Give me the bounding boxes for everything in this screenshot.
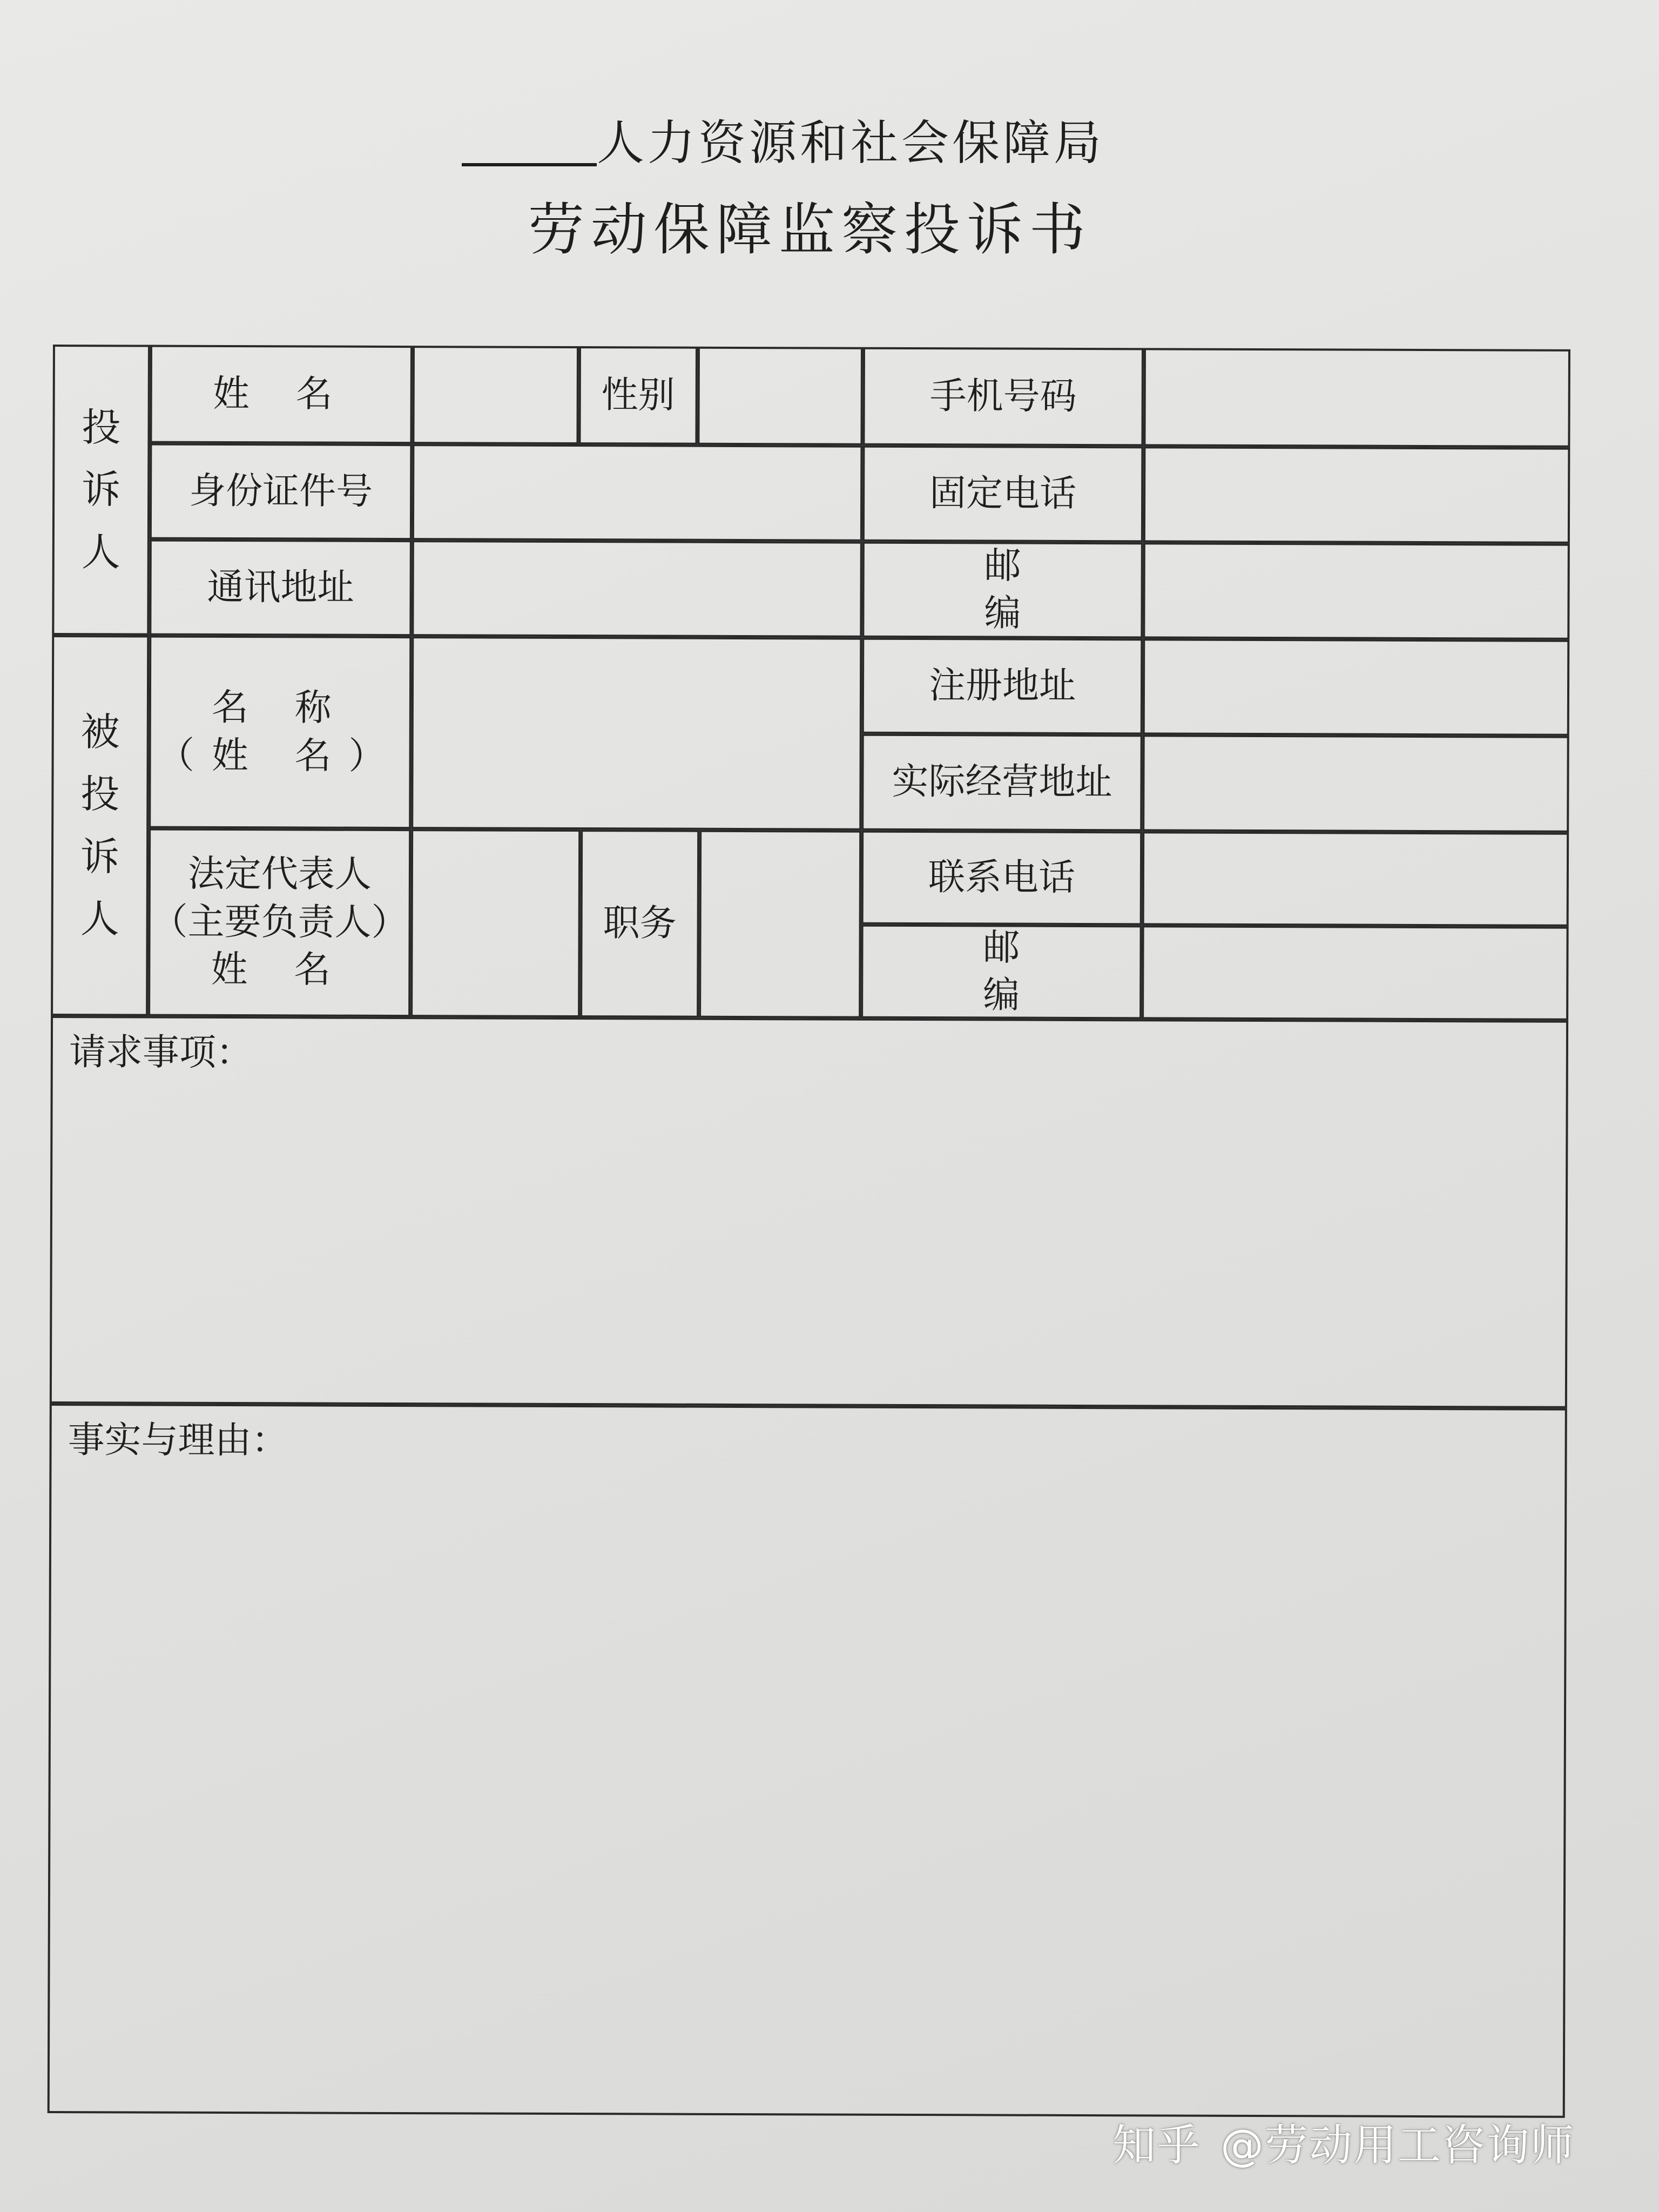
complainant-landline-field[interactable] [1143,446,1570,543]
agency-name: 人力资源和社会保障局 [597,115,1105,171]
complainant-id-label: 身份证件号 [150,443,413,541]
complainant-gender-label: 性别 [578,346,698,445]
respondent-legal-rep-field[interactable] [410,829,581,1017]
complainant-id-field[interactable] [412,444,863,542]
respondent-position-label: 职务 [580,830,699,1018]
facts-area[interactable] [48,1404,1567,2118]
complainant-postcode-field[interactable] [1143,542,1570,639]
complainant-name-label: 姓 名 [150,345,413,444]
facts-label: 事实与理由： [68,1419,288,1462]
agency-blank-underline [462,163,597,166]
respondent-position-field[interactable] [699,830,861,1019]
complainant-section-label: 投诉人 [52,345,150,636]
complainant-mobile-label: 手机号码 [862,347,1144,447]
complainant-mobile-field[interactable] [1143,348,1570,447]
requests-area[interactable] [50,1016,1568,1408]
complainant-name-field[interactable] [412,346,579,444]
complaint-form [49,346,1572,2119]
form-title: 劳动保障监察投诉书 [528,197,1092,262]
respondent-name-label: 名 称 （姓 名） [149,636,412,830]
respondent-section-label: 被投诉人 [51,635,149,1016]
complainant-postcode-label: 邮 编 [862,542,1143,639]
respondent-postcode-label: 邮 编 [861,925,1142,1020]
complainant-gender-field[interactable] [697,347,863,446]
respondent-business-address-label: 实际经营地址 [861,734,1143,832]
respondent-legal-rep-label: 法定代表人 （主要负责人） 姓 名 [148,828,411,1017]
complainant-landline-label: 固定电话 [862,446,1144,543]
respondent-name-field[interactable] [411,636,862,831]
requests-label: 请求事项： [69,1031,253,1075]
respondent-phone-label: 联系电话 [861,831,1143,926]
respondent-business-address-field[interactable] [1142,734,1569,832]
complainant-address-label: 通讯地址 [149,539,412,637]
complainant-address-field[interactable] [412,540,862,638]
respondent-postcode-field[interactable] [1142,925,1569,1020]
respondent-registered-address-label: 注册地址 [862,638,1143,735]
zhihu-watermark [1112,2109,1626,2174]
watermark-platform: 知乎 [1112,2120,1201,2170]
header-agency-line [462,103,1164,173]
respondent-phone-field[interactable] [1142,831,1569,926]
watermark-author: @劳动用工咨询师 [1220,2120,1575,2170]
respondent-registered-address-field[interactable] [1143,638,1570,736]
